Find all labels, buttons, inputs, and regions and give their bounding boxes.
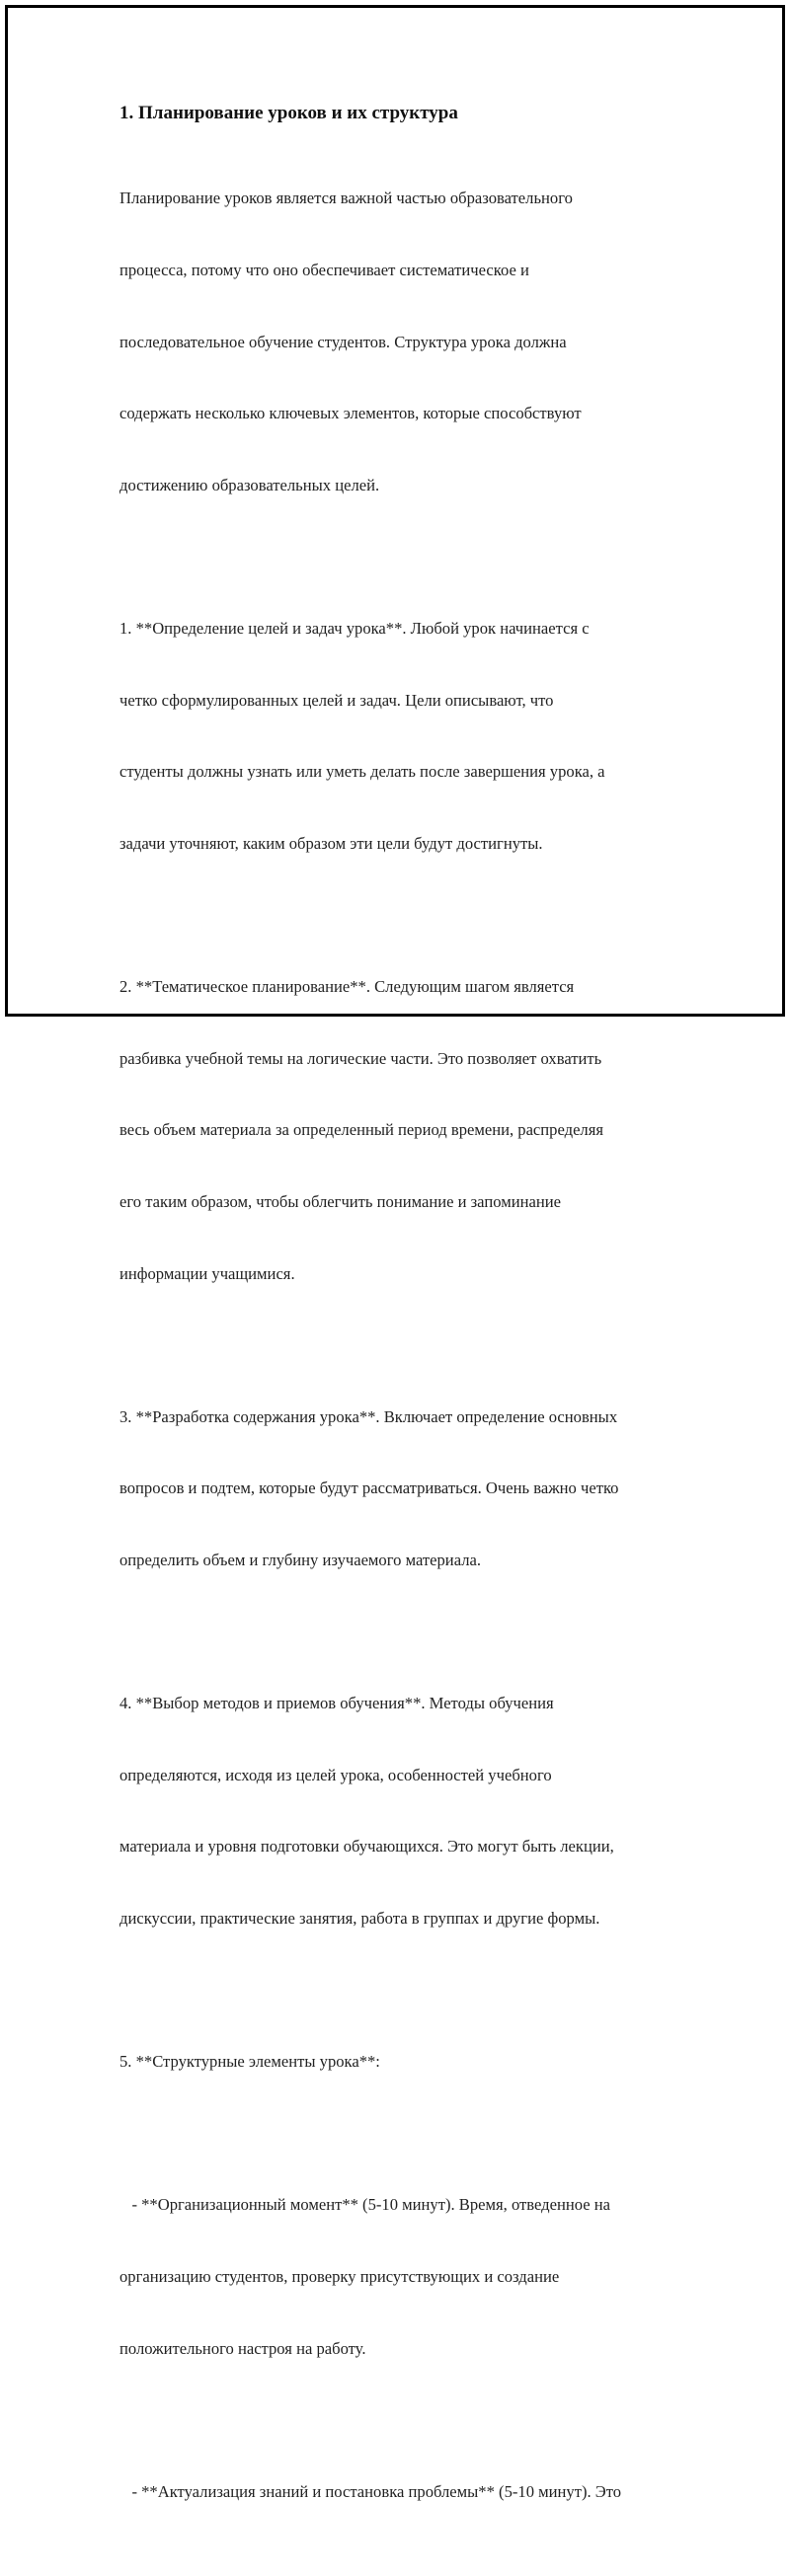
paragraph-item-3 bbox=[119, 1357, 684, 1620]
text-line: процесса, потому что оно обеспечивает систематическое и bbox=[119, 261, 529, 280]
text-line: 1. **Определение целей и задач урока**. Любой урок начинается с bbox=[119, 619, 590, 639]
text-line: весь объем материала за определенный период времени, распределяя bbox=[119, 1120, 603, 1140]
text-line: его таким образом, чтобы облегчить понимание и запоминание bbox=[119, 1191, 561, 1211]
text-line: 5. **Структурные элементы урока**: bbox=[119, 2052, 380, 2072]
text-line: 4. **Выбор методов и приемов обучения**. Методы обучения bbox=[119, 1694, 554, 1713]
text-line: 2. **Тематическое планирование**. Следующим шагом является bbox=[119, 977, 575, 997]
text-line: информации учащимися. bbox=[119, 1263, 295, 1283]
text-line: положительного настроя на работу. bbox=[119, 2338, 366, 2358]
paragraph-item-2 bbox=[119, 928, 684, 1333]
text-line: четко сформулированных целей и задач. Цели описывают, что bbox=[119, 690, 554, 710]
text-line: содержать несколько ключевых элементов, которые способствуют bbox=[119, 404, 582, 423]
text-line: последовательное обучение студентов. Структура урока должна bbox=[119, 332, 567, 351]
text-line: достижению образовательных целей. bbox=[119, 475, 380, 494]
text-line: определяются, исходя из целей урока, особенностей учебного bbox=[119, 1765, 552, 1784]
text-line: студенты должны узнать или уметь делать после завершения урока, а bbox=[119, 762, 605, 782]
text-line: задачи уточняют, каким образом эти цели будут достигнуты. bbox=[119, 833, 543, 853]
paragraph-item-1 bbox=[119, 569, 684, 904]
paragraph-subitem-org bbox=[119, 2146, 684, 2408]
text-line: вопросов и подтем, которые будут рассматриваться. Очень важно четко bbox=[119, 1478, 619, 1498]
paragraph-subitem-actualization bbox=[119, 2432, 684, 2551]
page-frame bbox=[5, 5, 785, 2501]
text-line: разбивка учебной темы на логические части. Это позволяет охватить bbox=[119, 1048, 602, 1068]
text-line: - **Актуализация знаний и постановка проблемы** (5-10 минут). Это bbox=[119, 2481, 622, 2501]
text-line: 3. **Разработка содержания урока**. Включает определение основных bbox=[119, 1406, 618, 1426]
document-body bbox=[119, 102, 684, 2576]
text-line: - **Организационный момент** (5-10 минут). Время, отведенное на bbox=[119, 2195, 610, 2215]
text-line: определить объем и глубину изучаемого материала. bbox=[119, 1550, 481, 1569]
text-line: Планирование уроков является важной частью образовательного bbox=[119, 189, 573, 208]
text-line: организацию студентов, проверку присутствующих и создание bbox=[119, 2266, 560, 2286]
text-line: материала и уровня подготовки обучающихся. Это могут быть лекции, bbox=[119, 1837, 614, 1856]
page-title: 1. Планирование уроков и их структура bbox=[119, 103, 458, 123]
paragraph-intro bbox=[119, 139, 684, 545]
paragraph-item-5 bbox=[119, 2003, 684, 2122]
paragraph-item-4 bbox=[119, 1644, 684, 1979]
text-line: дискуссии, практические занятия, работа в группах и другие формы. bbox=[119, 1908, 600, 1928]
